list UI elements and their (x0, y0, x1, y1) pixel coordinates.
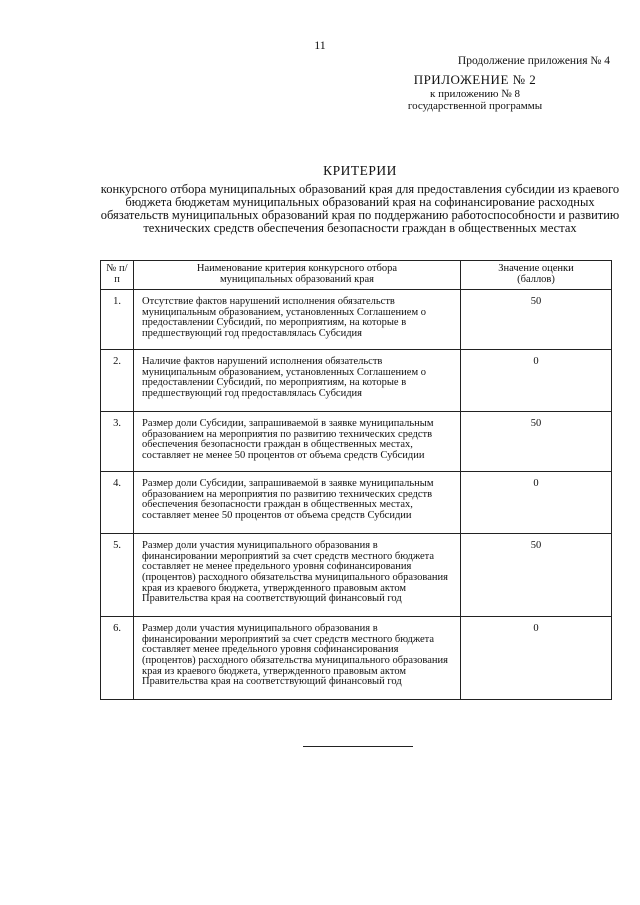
row-number: 2. (101, 350, 134, 412)
header-score-label: Значение оценки (баллов) (498, 263, 574, 285)
row-number: 1. (101, 290, 134, 350)
closing-divider (303, 746, 413, 747)
criterion-text: Отсутствие фактов нарушений исполнения обязательств муниципальным образованием, установленных Соглашением о предоставлении Субсидий, по мероприятиям, на которые в предшествующий год предоставлялась Субсидия (134, 290, 461, 350)
criterion-text: Размер доли участия муниципального образования в финансировании мероприятий за счет средств местного бюджета составляет не менее предельного уровня софинансирования (процентов) расходного обязательства муниципального образования края из краевого бюджета, утвержденного правовым актом Правительства края на соответствующий финансовый год (134, 534, 461, 617)
criterion-text: Размер доли участия муниципального образования в финансировании мероприятий за счет средств местного бюджета составляет менее предельного уровня софинансирования (процентов) расходного обязательства муниципального образования края из краевого бюджета, утвержденного правовым актом Правительства края на соответствующий финансовый год (134, 617, 461, 700)
appendix-title: ПРИЛОЖЕНИЕ № 2 (413, 72, 537, 87)
document-title: КРИТЕРИИ (323, 163, 397, 178)
header-name-label: Наименование критерия конкурсного отбора муниципальных образований края (196, 263, 398, 285)
table-row (101, 412, 612, 472)
score-value: 0 (461, 472, 612, 534)
row-number: 3. (101, 412, 134, 472)
continuation-note: Продолжение приложения № 4 (457, 55, 610, 67)
page-number: 11 (314, 38, 326, 52)
score-value: 0 (461, 617, 612, 700)
table-row (101, 472, 612, 534)
row-number: 5. (101, 534, 134, 617)
score-value: 50 (461, 412, 612, 472)
criterion-text: Размер доли Субсидии, запрашиваемой в заявке муниципальным образованием на мероприятия по развитию технических средств обеспечения безопасности граждан в общественных местах, составляет не менее 50 процентов от объема средств Субсидии (134, 412, 461, 472)
table-row (101, 534, 612, 617)
header-num-label: № п/п (106, 263, 128, 285)
row-number: 6. (101, 617, 134, 700)
table-row (101, 350, 612, 412)
document-subtitle: конкурсного отбора муниципальных образований края для предоставления субсидии из краевого бюджета бюджетам муниципальных образований края на софинансирование расходных обязательств муниципальных образований края по поддержанию работоспособности и развитию технических средств обеспечения безопасности граждан в общественных местах (100, 182, 620, 235)
score-value: 50 (461, 290, 612, 350)
appendix-program: государственной программы (407, 100, 543, 112)
row-number: 4. (101, 472, 134, 534)
score-value: 0 (461, 350, 612, 412)
header-score (461, 261, 612, 290)
appendix-header (360, 72, 590, 112)
header-num (101, 261, 134, 290)
appendix-reference: к приложению № 8 (430, 88, 520, 100)
criteria-table (100, 260, 612, 700)
header-name (134, 261, 461, 290)
criterion-text: Наличие фактов нарушений исполнения обязательств муниципальным образованием, установленных Соглашением о предоставлении Субсидий, по мероприятиям, на которые в предшествующий год предоставлялась Субсидия (134, 350, 461, 412)
table-header-row (101, 261, 612, 290)
criterion-text: Размер доли Субсидии, запрашиваемой в заявке муниципальным образованием на мероприятия по развитию технических средств обеспечения безопасности граждан в общественных местах, составляет менее 50 процентов от объема средств Субсидии (134, 472, 461, 534)
table-row (101, 617, 612, 700)
score-value: 50 (461, 534, 612, 617)
table-row (101, 290, 612, 350)
